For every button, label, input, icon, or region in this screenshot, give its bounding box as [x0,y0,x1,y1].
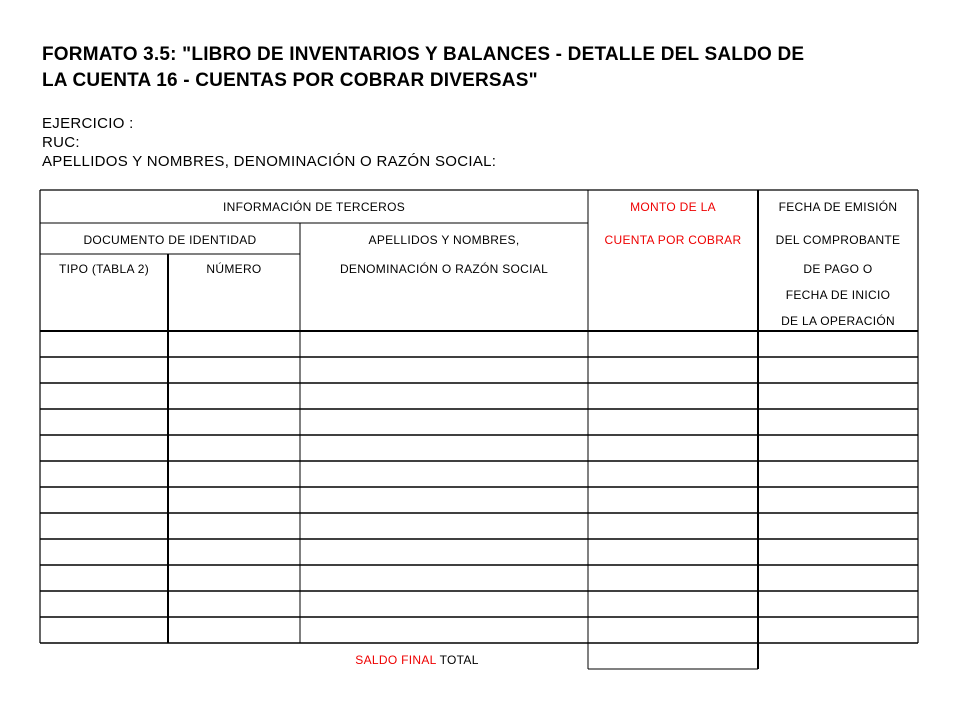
saldo-final-label: SALDO FINAL [355,653,437,667]
header-tipo: TIPO (TABLA 2) [59,262,149,276]
header-numero: NÚMERO [206,262,262,276]
total-label: TOTAL [439,653,479,667]
header-informacion-terceros: INFORMACIÓN DE TERCEROS [222,200,406,214]
header-apellidos-line-1: APELLIDOS Y NOMBRES, [368,233,520,247]
header-fecha-line-4: FECHA DE INICIO [785,288,891,302]
header-monto-line-1: MONTO DE LA [630,200,716,214]
title-line-2: LA CUENTA 16 - CUENTAS POR COBRAR DIVERSAS" [42,70,538,91]
title-line-1: FORMATO 3.5: "LIBRO DE INVENTARIOS Y BALANCES - DETALLE DEL SALDO DE [42,44,805,65]
header-fecha-line-1: FECHA DE EMISIÓN [778,200,898,214]
header-apellidos-line-2: DENOMINACIÓN O RAZÓN SOCIAL [339,262,549,276]
header-monto-line-2: CUENTA POR COBRAR [604,233,742,247]
header-fecha-line-5: DE LA OPERACIÓN [781,314,895,328]
razon-social-label: APELLIDOS Y NOMBRES, DENOMINACIÓN O RAZÓN SOCIAL: [42,153,497,170]
header-fecha-line-2: DEL COMPROBANTE [775,233,901,247]
header-documento-identidad: DOCUMENTO DE IDENTIDAD [83,233,257,247]
saldo-final-total-label [300,653,534,667]
ejercicio-label: EJERCICIO : [42,115,134,132]
header-fecha-line-3: DE PAGO O [803,262,873,276]
ruc-label: RUC: [42,134,80,151]
